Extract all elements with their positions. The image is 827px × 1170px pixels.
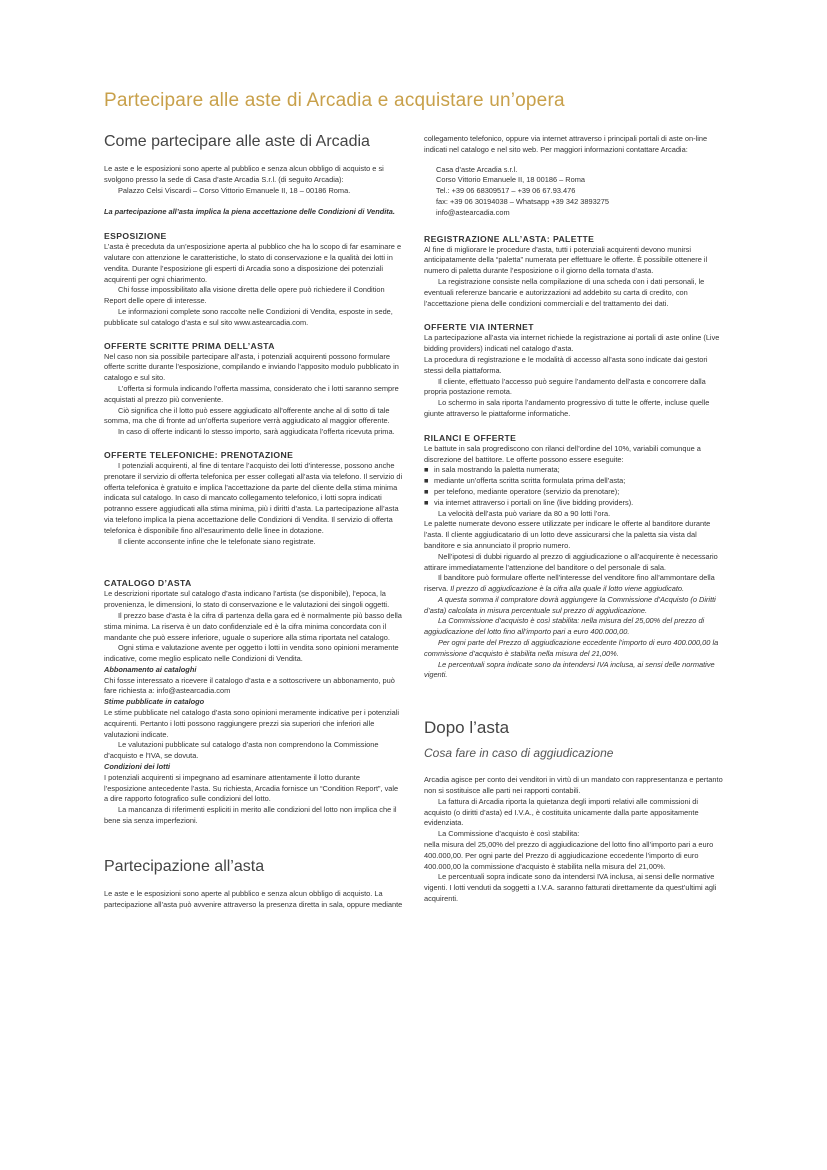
rilanci-paragraph: Le palette numerate devono essere utilizzate per indicare le offerte al banditore durante l’asta. Il cliente aggiudicatario di un lotto deve assicurarsi che la paletta sia vista dal banditore e sia annunciato il proprio numero. (424, 519, 711, 550)
stime-paragraph: Le stime pubblicate nel catalogo d’asta sono opinioni meramente indicative per i potenziali acquirenti. Pertanto i lotti possono raggiungere prezzi sia superiori che inferiori alle valutazioni indicate. (104, 708, 399, 739)
heading-rilanci: RILANCI E OFFERTE (424, 432, 517, 443)
dopo-asta-paragraph: La Commissione d’acquisto è così stabilita: (438, 829, 580, 839)
bullet-square-icon: ■ (424, 476, 429, 486)
section-title-partecipazione: Partecipazione all’asta (104, 857, 265, 875)
bullet-square-icon: ■ (424, 497, 429, 507)
contact-block (424, 165, 724, 219)
stime-title: Stime pubblicate in catalogo (104, 697, 205, 707)
registrazione-paragraph: La registrazione consiste nella compilazione di una scheda con i dati personali, le eventuali referenze bancarie e autorizzazioni ad addebito su carta di credito, con l’accettazione piena delle condizioni commerciali e del trattamento dei dati. (424, 276, 705, 308)
heading-catalogo: CATALOGO D’ASTA (104, 578, 192, 589)
offerte-internet-paragraph: La procedura di registrazione e le modalità di accesso all’asta sono indicate dai gestori stessi della piattaforma. (424, 354, 708, 375)
esposizione-paragraph: L’asta è preceduta da un’esposizione aperta al pubblico che ha lo scopo di far esaminare e valutare con attenzione le caratteristiche, lo stato di conservazione e la qualità dei lotti in vendita. Durante l’esposizione gli esperti di Arcadia sono a disposizione dei potenziali acquirenti per ogni chiarimento. (104, 242, 402, 284)
left-column (104, 132, 404, 910)
offerte-telefoniche-paragraph: I potenziali acquirenti, al fine di tentare l’acquisto dei lotti d’interesse, possono anche prenotare il servizio di offerta telefonica per esser collegati all’asta via telefono. Il servizio di offerta telefonica è gratuito e implica l’accettazione da parte del cliente della stima minima indicata sul catalogo. In caso di mancato collegamento telefonico, i lotti sopra indicati potranno essere aggiudicati alla stima minima, più i diritti d’asta. La partecipazione all’asta via telefono implica la piena accettazione delle Condizioni di Vendita. Il servizio di offerta telefonica è disponibile fino all’esaurimento delle linee in dotazione. (104, 460, 403, 535)
rilanci-italic-paragraph: A questa somma il compratore dovrà aggiungere la Commissione d’Acquisto (o Diritti d’asta) calcolata in misura percentuale sul prezzo di aggiudicazione. (424, 594, 716, 615)
partecipazione-paragraph: Le aste e le esposizioni sono aperte al pubblico e senza alcun obbligo di acquisto. La partecipazione all’asta può avvenire attraverso la presenza diretta in sala, oppure mediante (104, 888, 403, 909)
section-title-dopo-asta: Dopo l’asta (424, 718, 510, 738)
heading-esposizione: ESPOSIZIONE (104, 231, 167, 242)
heading-offerte-telefoniche: OFFERTE TELEFONICHE: PRENOTAZIONE (104, 449, 294, 460)
dopo-asta-paragraph: La fattura di Arcadia riporta la quietanza degli importi relativi alle commissioni di acquisto (o diritti d’asta) ed I.V.A., è costituita unicamente dalla parte appositamente evidenziata. (424, 796, 699, 828)
list-item (424, 498, 724, 509)
rilanci-riserva-text: Il banditore può formulare offerte nell’interesse del venditore fino all’ammontare della riserva. (424, 573, 715, 594)
section-title-come-partecipare: Come partecipare alle aste di Arcadia (104, 133, 370, 150)
contact-line: Corso Vittorio Emanuele II, 18 00186 – Roma (436, 175, 585, 185)
offerte-internet-paragraph: La partecipazione all’asta via internet richiede la registrazione ai portali di aste online (Live bidding providers) indicati nel catalogo d’asta. (424, 333, 720, 354)
registrazione-paragraph: Al fine di migliorare le procedure d’asta, tutti i potenziali acquirenti devono munirsi anticipatamente della “paletta” numerata per effettuare le offerte. È possibile ottenere il numero di paletta durante l’esposizione o il giorno della tornata d’asta. (424, 244, 708, 276)
heading-offerte-internet: OFFERTE VIA INTERNET (424, 322, 534, 333)
offerte-scritte-paragraph: Ciò significa che il lotto può essere aggiudicato all’offerente anche al di sotto di tale somma, ma che di fronte ad un’offerta superiore verrà aggiudicato al maggior offerente. (104, 405, 390, 426)
catalogo-paragraph: Le descrizioni riportate sul catalogo d’asta indicano l’artista (se disponibile), l’epoca, la provenienza, le dimensioni, lo stato di conservazione e le valutazioni dei singoli oggetti. (104, 589, 390, 610)
bullet-text: mediante un’offerta scritta scritta formulata prima dell’asta; (434, 476, 626, 486)
page-title: Partecipare alle aste di Arcadia e acquistare un’opera (104, 90, 565, 111)
rilanci-italic-paragraph: Le percentuali sopra indicate sono da intendersi IVA inclusa, ai sensi delle normative vigenti. (424, 659, 715, 680)
offerte-scritte-paragraph: Nel caso non sia possibile partecipare all’asta, i potenziali acquirenti possono formulare offerte scritte durante l’esposizione, compilando e inviando l’apposito modulo pubblicato in catalogo e sul sito. (104, 351, 399, 383)
dopo-asta-paragraph: Le percentuali sopra indicate sono da intendersi IVA inclusa, ai sensi delle normative vigenti. I lotti venduti da soggetti a I.V.A. saranno fatturati direttamente da quest’ultimi agli acquirenti. (424, 872, 717, 904)
continuation-paragraph: collegamento telefonico, oppure via internet attraverso i principali portali di aste on-line indicati nel catalogo e nel sito web. Per maggiori informazioni contattare Arcadia: (424, 134, 708, 154)
rilanci-italic-inline: Il prezzo di aggiudicazione è la cifra alla quale il lotto viene aggiudicato. (450, 584, 685, 594)
list-item (424, 476, 724, 487)
bullet-square-icon: ■ (424, 486, 429, 496)
catalogo-paragraph: Il prezzo base d’asta è la cifra di partenza della gara ed è normalmente più basso della stima minima. La riserva è un dato confidenziale ed è la cifra minima concordata con il mandante che può essere inferiore, uguale o superiore alla stima riportata nel catalogo. (104, 610, 402, 642)
bullet-square-icon: ■ (424, 465, 429, 475)
esposizione-paragraph: Le informazioni complete sono raccolte nelle Condizioni di Vendita, esposte in sede, pubblicate sul catalogo d’asta e sul sito www.astearcadia.com. (104, 306, 393, 327)
offerte-internet-paragraph: Il cliente, effettuato l’accesso può seguire l’andamento dell’asta e concorrere dalla propria postazione remota. (424, 376, 706, 397)
heading-offerte-scritte: OFFERTE SCRITTE PRIMA DELL’ASTA (104, 340, 275, 351)
dopo-asta-paragraph: nella misura del 25,00% del prezzo di aggiudicazione del lotto fino all’importo pari a euro 400.000,00. Per ogni parte del Prezzo di aggiudicazione eccedente l’importo di euro 400.000,00 la commissione d’acquisto è stabilita nella misura del 21,00%. (424, 840, 714, 871)
contact-line: Tel.: +39 06 68309517 – +39 06 67.93.476 (436, 186, 576, 196)
rilanci-paragraph: Nell’ipotesi di dubbi riguardo al prezzo di aggiudicazione o all’acquirente è necessario attirare immediatamente l’attenzione del banditore o del personale di sala. (424, 551, 718, 572)
offerte-scritte-paragraph: L’offerta si formula indicando l’offerta massima, considerato che i lotti saranno sempre acquistati al prezzo più conveniente. (104, 383, 399, 404)
list-item (424, 465, 724, 476)
rilanci-paragraph: La velocità dell’asta può variare da 80 a 90 lotti l’ora. (438, 508, 611, 518)
abbonamento-title: Abbonamento ai cataloghi (104, 664, 197, 674)
condizioni-paragraph: I potenziali acquirenti si impegnano ad esaminare attentamente il lotto durante l’esposizione antecedente l’asta. Su richiesta, Arcadia fornisce un “Condition Report”, vale a dire rapporto fotografico sulle condizioni del lotto. (104, 772, 399, 804)
offerte-telefoniche-paragraph: Il cliente acconsente infine che le telefonate siano registrate. (118, 536, 316, 546)
bullet-text: per telefono, mediante operatore (servizio da prenotare); (434, 486, 620, 496)
rilanci-italic-paragraph: Per ogni parte del Prezzo di aggiudicazione eccedente l’importo di euro 400.000,00 la commissione d’acquisto è stabilita nella misura del 21,00%. (424, 638, 719, 658)
intro-paragraph: Le aste e le esposizioni sono aperte al pubblico e senza alcun obbligo di acquisto e si svolgono presso la sede di Casa d’aste Arcadia S.r.l. (di seguito Arcadia): (104, 164, 384, 184)
rilanci-paragraph (424, 573, 724, 595)
abbonamento-text: Chi fosse interessato a ricevere il catalogo d’asta e a sottoscrivere un abbonamento, può fare richiesta a: info@astearcadia.com (104, 675, 395, 696)
condizioni-paragraph: La mancanza di riferimenti espliciti in merito alle condizioni del lotto non implica che il bene sia senza imperfezioni. (104, 805, 397, 826)
stime-paragraph: Le valutazioni pubblicate sul catalogo d’asta non comprendono la Commissione d’acquisto e l’IVA, se dovuta. (104, 740, 379, 761)
contact-line: Casa d’aste Arcadia s.r.l. (436, 164, 518, 174)
heading-registrazione: REGISTRAZIONE ALL’ASTA: PALETTE (424, 233, 595, 244)
bullet-text: via internet attraverso i portali on line (live bidding providers). (434, 497, 634, 507)
rilanci-paragraph: Le battute in sala progrediscono con rilanci dell’ordine del 10%, variabili comunque a discrezione del battitore. Le offerte possono essere eseguite: (424, 443, 701, 464)
catalogo-paragraph: Ogni stima e valutazione avente per oggetto i lotti in vendita sono opinioni meramente indicative, come meglio esplicato nelle Condizioni di Vendita. (104, 643, 399, 664)
section-subtitle-aggiudicazione: Cosa fare in caso di aggiudicazione (424, 746, 614, 761)
list-item (424, 487, 724, 498)
bullet-text: in sala mostrando la paletta numerata; (434, 465, 560, 475)
condizioni-title: Condizioni dei lotti (104, 762, 171, 772)
dopo-asta-paragraph: Arcadia agisce per conto dei venditori in virtù di un mandato con rappresentanza e pertanto non si sostituisce alle parti nei rapporti contabili. (424, 775, 723, 796)
intro-note: La partecipazione all’asta implica la piena accettazione delle Condizioni di Vendita. (104, 207, 395, 217)
right-column (424, 134, 724, 905)
intro-address: Palazzo Celsi Viscardi – Corso Vittorio Emanuele II, 18 – 00186 Roma. (118, 185, 351, 195)
contact-line: fax: +39 06 30194038 – Whatsapp +39 342 3893275 (436, 196, 610, 206)
esposizione-paragraph: Chi fosse impossibilitato alla visione diretta delle opere può richiedere il Condition Report delle opere di interesse. (104, 285, 385, 306)
contact-email[interactable]: info@astearcadia.com (436, 207, 510, 217)
rilanci-italic-paragraph: La Commissione d’acquisto è così stabilita: nella misura del 25,00% del prezzo di aggiudicazione del lotto fino all’importo pari a euro 400.000,00. (424, 616, 705, 637)
offerte-scritte-paragraph: In caso di offerte indicanti lo stesso importo, sarà aggiudicata l’offerta ricevuta prima. (118, 427, 395, 437)
offerte-internet-paragraph: Lo schermo in sala riporta l’andamento progressivo di tutte le offerte, incluse quelle giunte attraverso le piattaforme informatiche. (424, 398, 710, 418)
